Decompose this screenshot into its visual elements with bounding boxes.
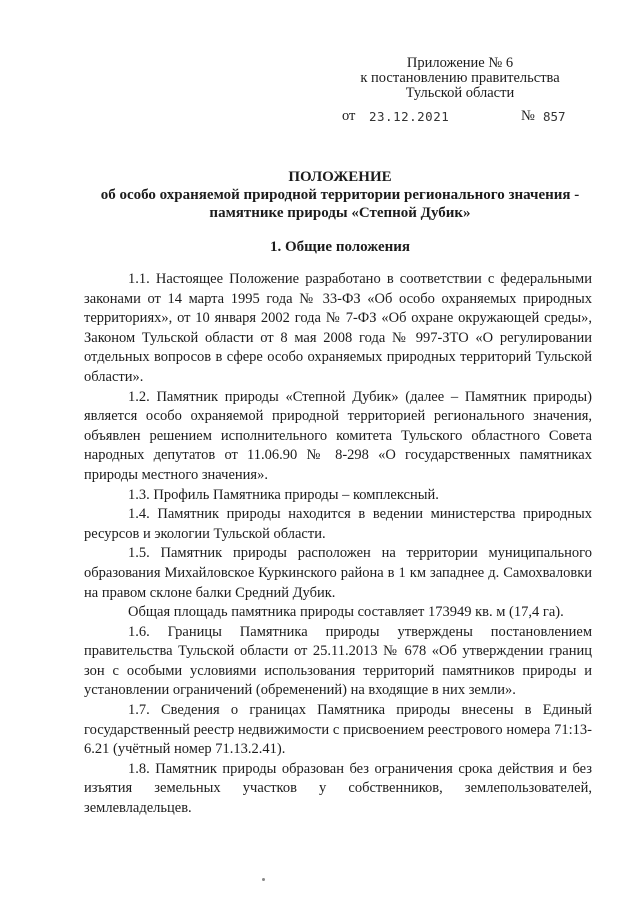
paragraph-1-1: 1.1. Настоящее Положение разработано в соответствии с федеральными законами от 14 марта 1995 года № 33-ФЗ «Об особо охраняемых природных территориях», от 10 января 2002 года № 7-ФЗ «Об охране окружающей среды», Законом Тульской области от 8 мая 2008 года № 997-ЗТО «О регулировании отдельных вопросов в сфере особо охраняемых природных территорий Тульской области». bbox=[84, 271, 592, 385]
title-heading: ПОЛОЖЕНИЕ bbox=[288, 169, 392, 185]
document-title bbox=[60, 168, 620, 222]
paragraph-1-5: 1.5. Памятник природы расположен на территории муниципального образования Михайловское Куркинского района в 1 км западнее д. Самохваловки на правом склоне балки Средний Дубик. bbox=[84, 545, 592, 601]
number-label: № bbox=[521, 108, 535, 124]
annex-number: Приложение № 6 bbox=[406, 55, 514, 71]
paragraph-1-3: 1.3. Профиль Памятника природы – комплексный. bbox=[128, 486, 439, 503]
paragraph-1-7: 1.7. Сведения о границах Памятника природы внесены в Единый государственный реестр недвижимости с присвоением реестрового номера 71:13-6.21 (учётный номер 71.13.2.41). bbox=[84, 702, 592, 758]
document-date: 23.12.2021 bbox=[369, 109, 450, 124]
title-subject-line: об особо охраняемой природной территории регионального значения - bbox=[100, 187, 580, 203]
scan-speck bbox=[262, 878, 265, 881]
date-label: от bbox=[342, 108, 356, 124]
paragraph-1-6: 1.6. Границы Памятника природы утверждены постановлением правительства Тульской области от 25.11.2013 № 678 «Об утверждении границ зон с особыми условиями использования территорий памятников природы и установлении ограничений (обременений) на входящие в них земли». bbox=[84, 623, 592, 699]
annex-region: Тульской области bbox=[405, 85, 515, 101]
paragraph-1-2: 1.2. Памятник природы «Степной Дубик» (далее – Памятник природы) является особо охраняемой природной территорией регионального значения, объявлен решением исполнительного комитета Тульского областного Совета народных депутатов от 11.06.90 № 8-298 «О государственных памятниках природы местного значения». bbox=[84, 388, 592, 483]
paragraph-1-4: 1.4. Памятник природы находится в ведении министерства природных ресурсов и экологии Тульской области. bbox=[84, 506, 592, 542]
paragraph-1-8: 1.8. Памятник природы образован без ограничения срока действия и без изъятия земельных участков у собственников, землепользователей, землевладельцев. bbox=[84, 760, 592, 817]
date-number-stamp bbox=[0, 108, 640, 128]
document-body bbox=[84, 270, 592, 819]
annex-decree: к постановлению правительства bbox=[360, 70, 560, 86]
annex-block bbox=[340, 56, 580, 101]
title-object-line: памятнике природы «Степной Дубик» bbox=[209, 205, 471, 221]
section-heading: 1. Общие положения bbox=[269, 239, 411, 255]
document-number: 857 bbox=[543, 109, 566, 124]
paragraph-total-area: Общая площадь памятника природы составляет 173949 кв. м (17,4 га). bbox=[128, 604, 564, 621]
